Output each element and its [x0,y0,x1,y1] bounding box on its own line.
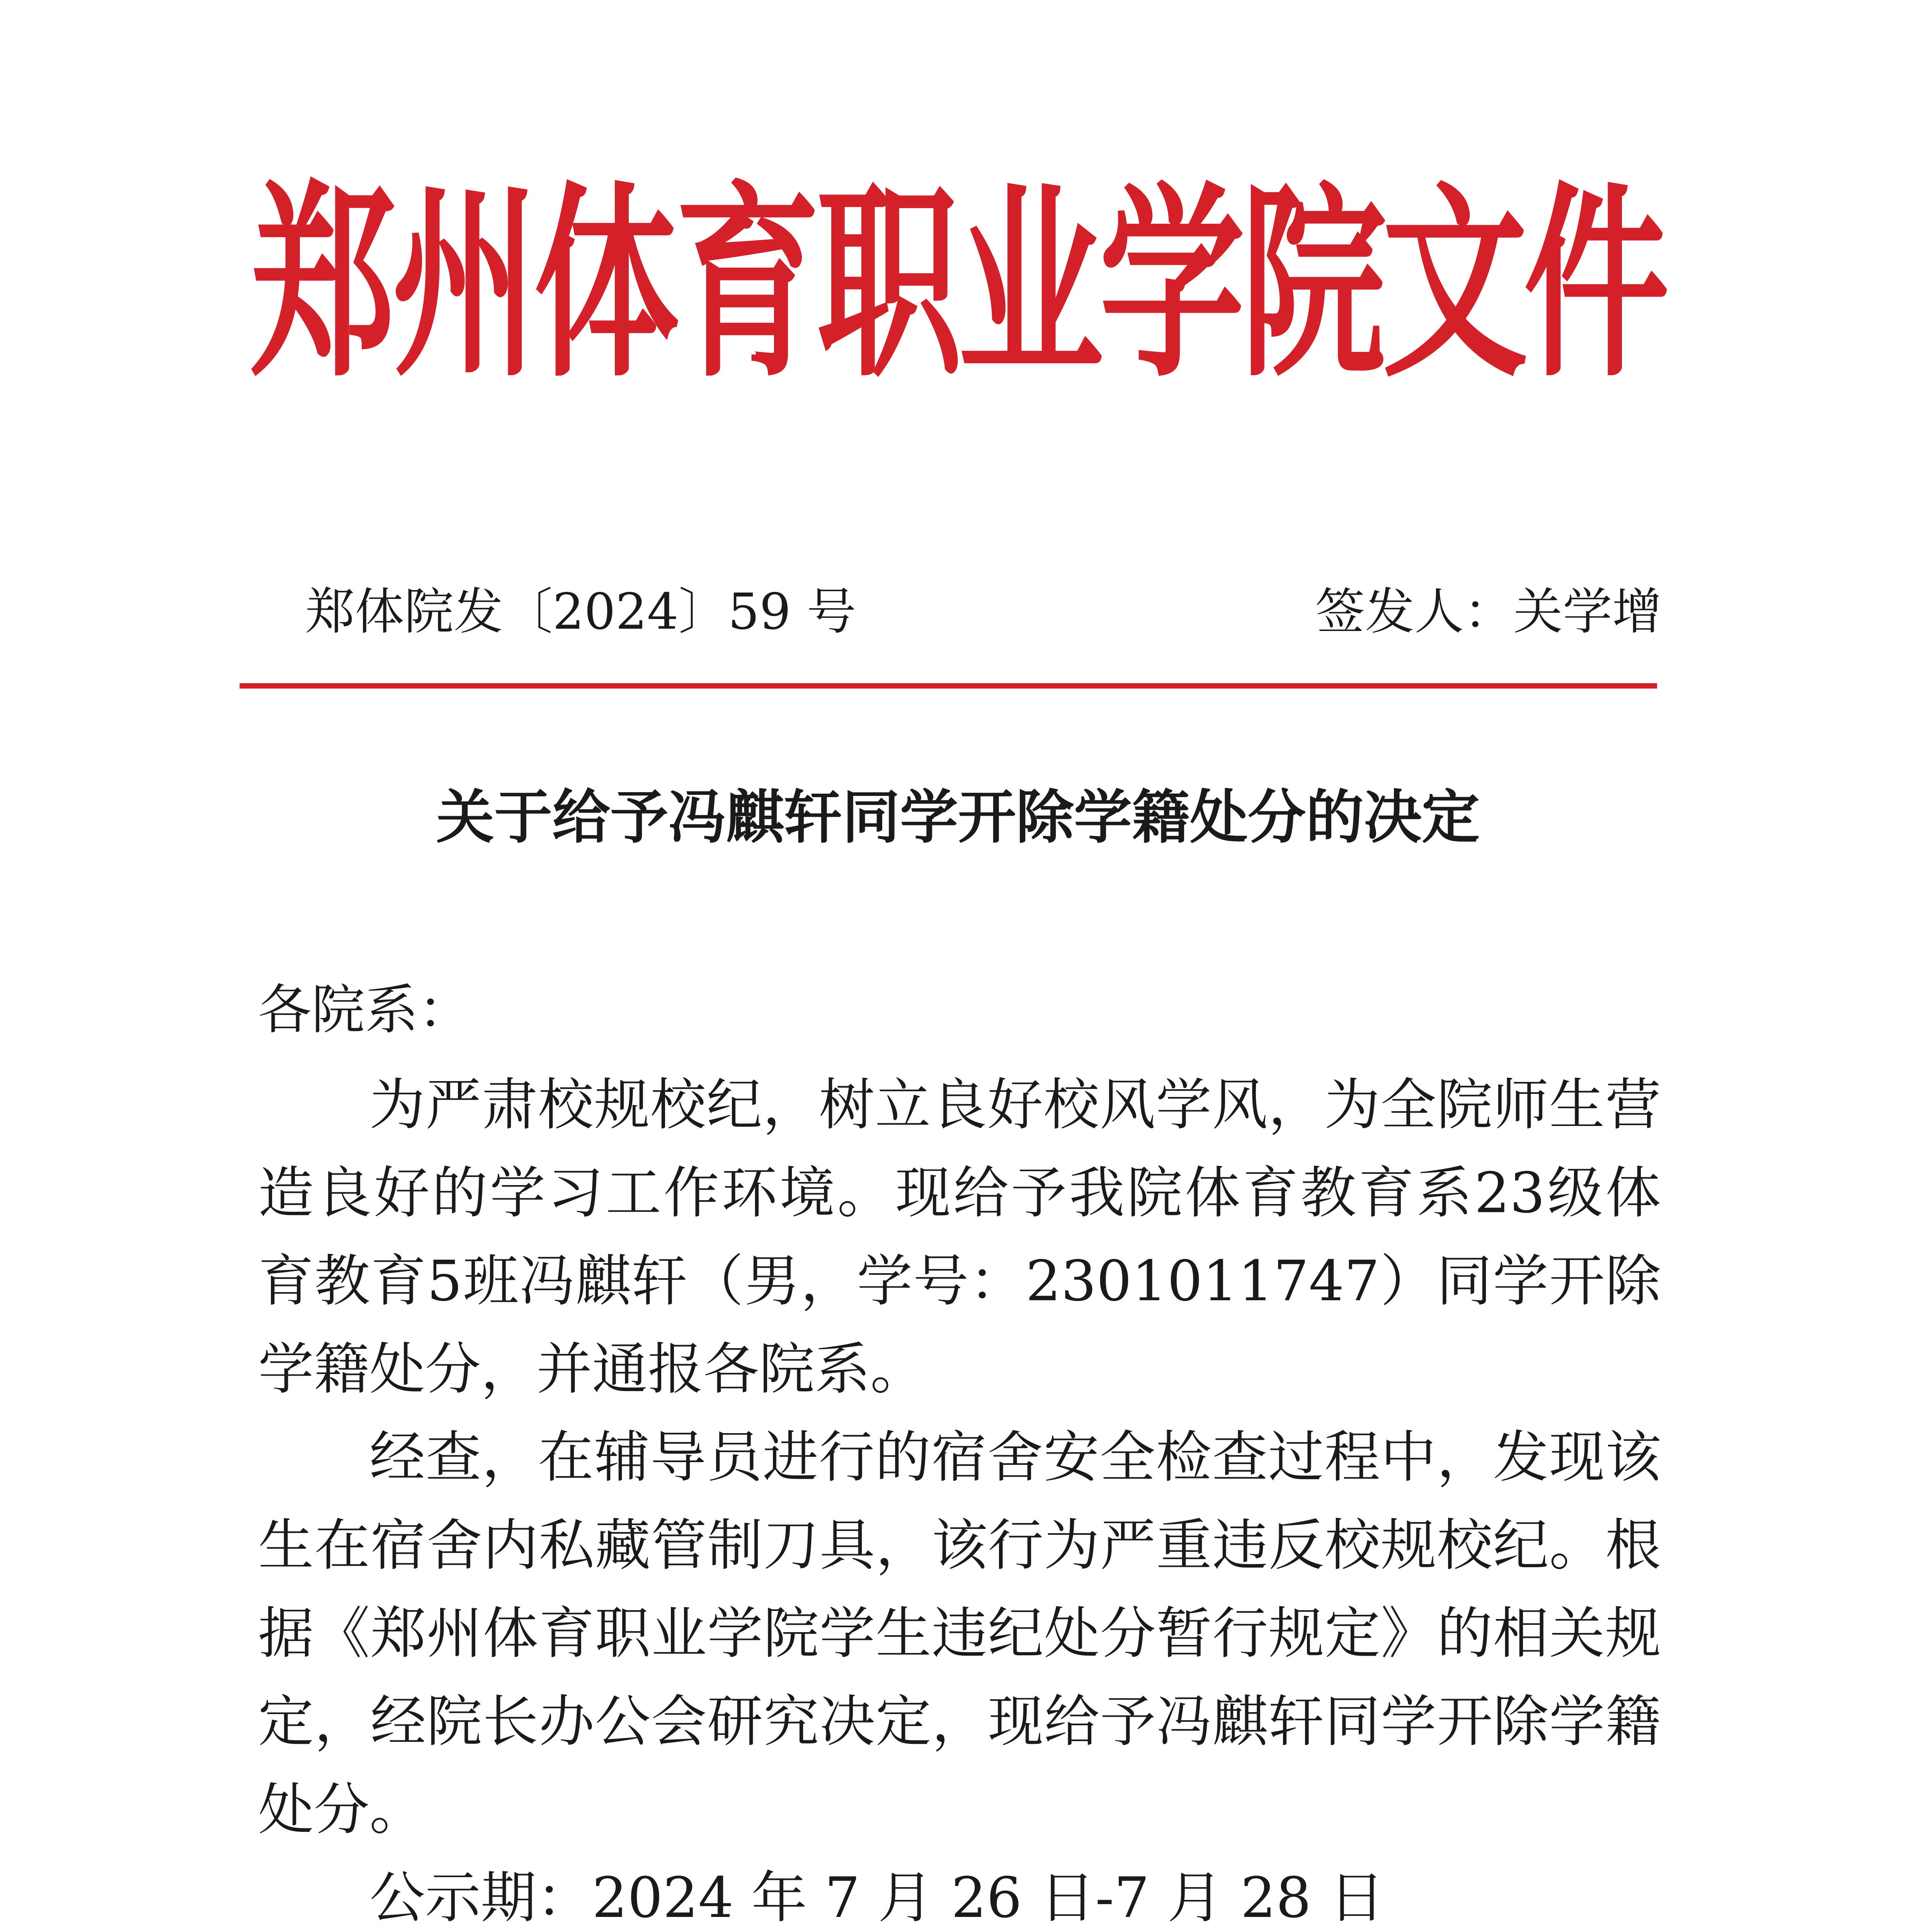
red-divider [240,683,1657,689]
addressee: 各院系： [258,979,472,1041]
signer: 签发人：关学增 [1315,583,1662,641]
document-body [258,1061,1661,1932]
document-title: 关于给予冯麒轩同学开除学籍处分的决定 [436,783,1480,851]
document-number: 郑体院发〔2024〕59 号 [305,583,856,641]
document-header-title: 郑州体育职业学院文件 [251,164,1665,405]
body-paragraph-2: 经查，在辅导员进行的宿舍安全检查过程中，发现该生在宿舍内私藏管制刀具，该行为严重违反校规校纪。根据《郑州体育职业学院学生违纪处分暂行规定》的相关规定，经院长办公会研究决定，现给予冯麒轩同学开除学籍处分。 [258,1425,1661,1842]
body-paragraph-1: 为严肃校规校纪，树立良好校风学风，为全院师生营造良好的学习工作环境。现给予我院体育教育系23级体育教育5班冯麒轩（男，学号：2301011747）同学开除学籍处分，并通报各院系。 [258,1072,1661,1401]
publicity-period: 公示期：2024 年 7 月 26 日-7 月 28 日 [369,1865,1385,1930]
